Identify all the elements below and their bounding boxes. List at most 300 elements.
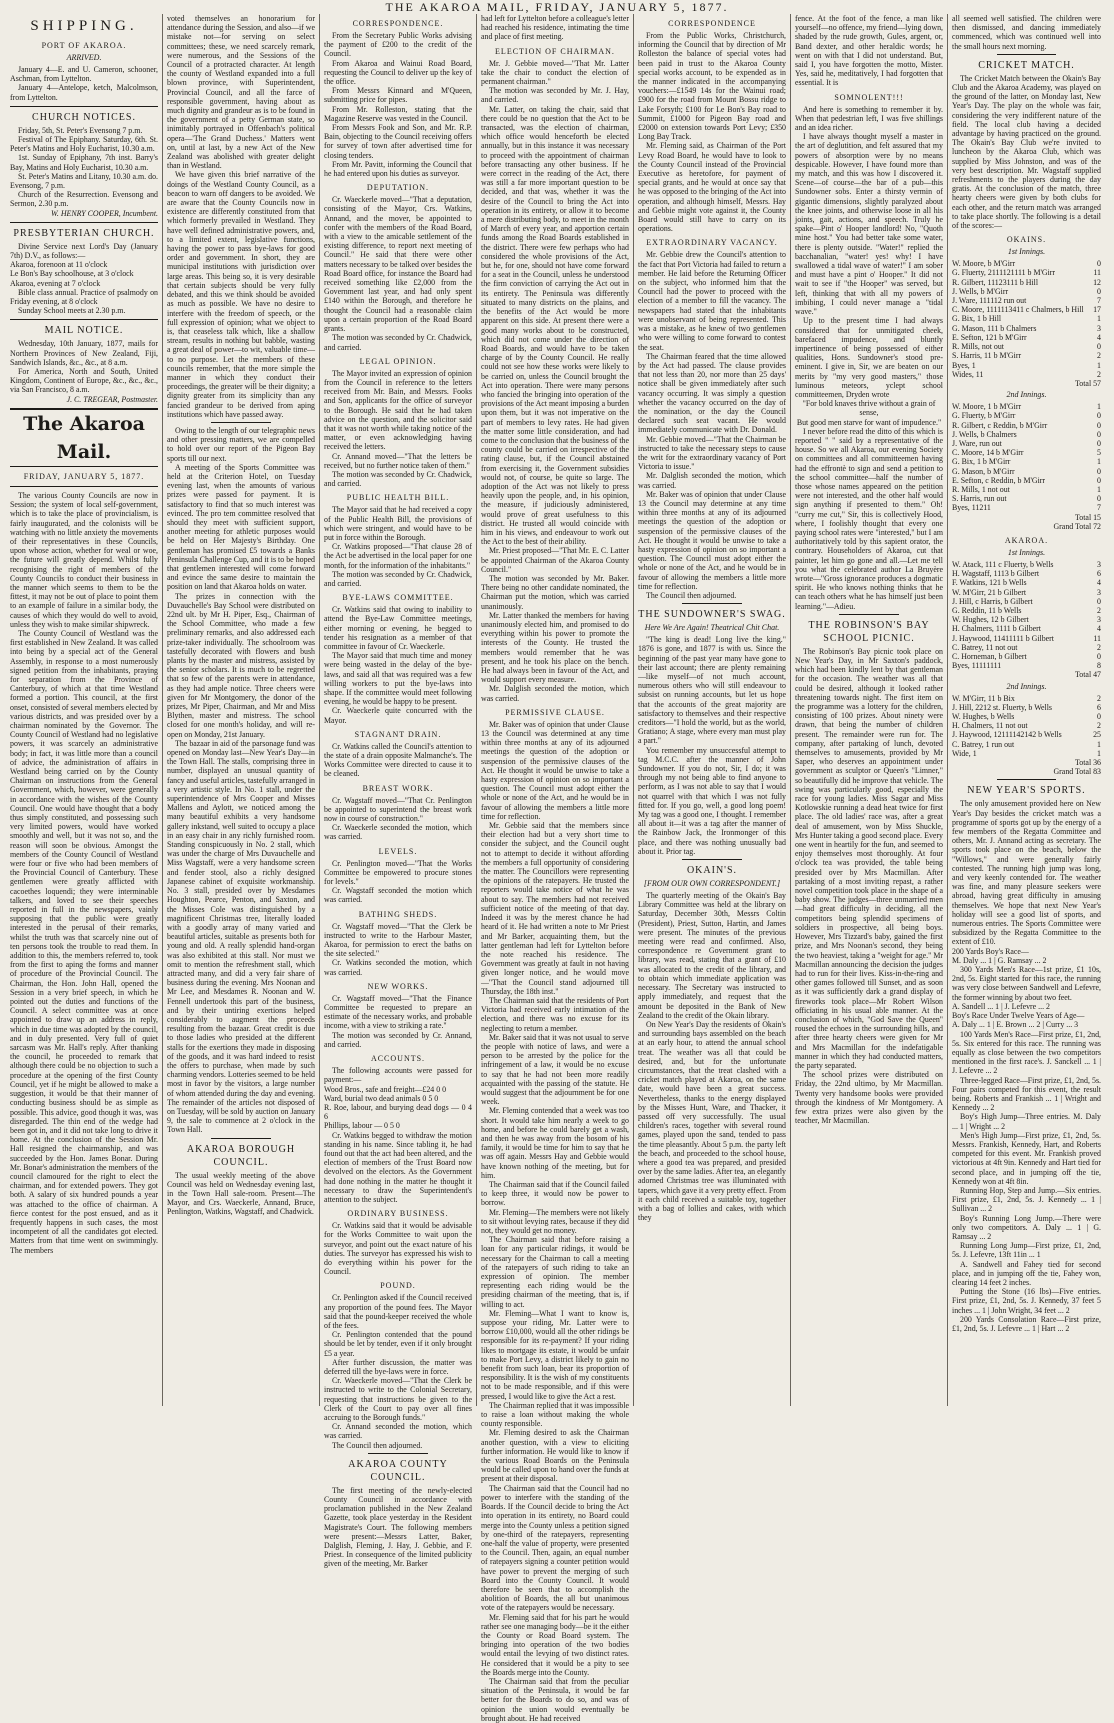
report-paragraph: Mr. Fleming desired to ask the Chairman another question, with a view to eliciting further information. He would like to know if the various Road Boards on the Peninsula would be called upon to hand over the funds at present at their disposal. bbox=[481, 1428, 629, 1484]
score-row bbox=[952, 597, 1101, 606]
score-row bbox=[952, 712, 1101, 721]
report-paragraph: Mr. Fleming said that for his part he would rather see one managing body—be it the either the County or Road Board system. The bringing into operation of the two bodies would entail the levying of two distinct rates. He considered that it would be a pity to see the Boards merge into the County. bbox=[481, 1612, 629, 1677]
report-paragraph: The Council then adjourned. bbox=[332, 1440, 423, 1450]
masthead: The Akaroa Mail. bbox=[10, 408, 158, 467]
batsman-entry: W. M'Girr, 11 b Bix bbox=[952, 693, 1015, 703]
score-row bbox=[952, 448, 1101, 457]
sundowner-subheading: Here We Are Again! Theatrical Chit Chat. bbox=[644, 623, 780, 633]
subheading: PUBLIC HEALTH BILL. bbox=[346, 493, 450, 503]
innings-label: 2nd Innings. bbox=[1006, 681, 1047, 691]
quotation-line: But good men starve for want of impudence." bbox=[796, 417, 942, 427]
score-row bbox=[952, 588, 1101, 597]
innings-label: 1st Innings. bbox=[1007, 247, 1046, 257]
news-paragraph: A meeting of the Sports Committee was held at the Criterion Hotel, on Tuesday evening last, when the amounts of various prizes were passed for payment. It is satisfactory to find that so much interest was evinced. The pro tem committee resolved that should they meet with sufficient support, another meeting for athletic purposes would be held on Her Majesty's Birthday. One gentleman has promised £5 towards a Banks Peninsula Challenge Cup, and it is to be hoped that gentlemen interested will come forward and evince the same desire to maintain the position on land that Akaroa holds on water. bbox=[167, 462, 315, 592]
report-paragraph: Cr. Wagstaff moved—"That the Clerk be instructed to write to the Harbour Master, Akaroa, for permission to erect the baths on the site selected." bbox=[324, 921, 472, 959]
runs-value: 5 bbox=[1097, 448, 1101, 458]
somnolent-heading: SOMNOLENT!!! bbox=[834, 92, 904, 102]
borough-heading: AKAROA BOROUGH COUNCIL. bbox=[186, 1143, 296, 1168]
divider bbox=[10, 319, 158, 320]
column-4 bbox=[477, 14, 634, 1723]
report-paragraph: Mr. Latter thanked the members for having unanimously elected him, and promised to do everything within his power to promote the interests of the County. He trusted the members would remember that he was present, and he took his place on the bench. He had always been in favour of the Act, and would support every measure. bbox=[481, 610, 629, 685]
race-result: Running Long Jump—First prize, £1, 2nd, 5s. J. Lefevre, 13ft 11in ... 1 bbox=[952, 1241, 1101, 1260]
church-notice: 1st. Sunday of Epiphany, 7th inst. Barry's Bay, Matins and Holy Eucharist, 10.30 a.m. bbox=[10, 153, 158, 172]
score-row bbox=[952, 721, 1101, 730]
report-paragraph: Cr. Waeckerle moved—"That a deputation, consisting of the Mayor, Crs. Watkins, Annand, and the mover, be appointed to confer with the members of the Road Board, with a view to the amicable settlement of the existing difference, to report next meeting of Council." He said that there were other matters necessary to be talked over besides the Road Board office, for instance the Board had received something like £2,000 from the Government last year, and had only spent £140 within the Borough, and therefore he thought the Council had a reasonable claim upon a certain proportion of the Road Board grants. bbox=[324, 195, 472, 334]
presby-notice: Akaroa, evening at 7 o'clock bbox=[10, 278, 101, 288]
grand-total: Grand Total 72 bbox=[1053, 521, 1101, 531]
runs-value: 6 bbox=[1097, 569, 1101, 579]
subheading: STAGNANT DRAIN. bbox=[354, 729, 442, 739]
runs-value: 7 bbox=[1097, 503, 1101, 513]
scorecard bbox=[952, 694, 1101, 758]
church-heading: CHURCH NOTICES. bbox=[32, 111, 136, 123]
batsman-entry: Wides, 11 bbox=[952, 369, 984, 379]
batsman-entry: Byes, 11211 bbox=[952, 503, 991, 513]
subheading: BYE-LAWS COMMITTEE. bbox=[342, 593, 454, 603]
mail-signature: J. C. TREGEAR, Postmaster. bbox=[66, 394, 158, 404]
runs-value: 0 bbox=[1097, 475, 1101, 485]
report-paragraph: The Chairman said that the Council had no power to interfere with the standing of the Boards. If the Council decide to bring the Act into operation in its entirety, no Board could merge into the County unless a petition signed by one-third of the ratepayers, representing one-half the value of property, were presented to the Council. Then, again, an equal number of ratepayers signing a counter petition would have power to prevent the merging of such Board into the County Council. It would therefore be seen that to accomplish the abolition of Boards, the all but unanimous vote of the ratepayers would be necessary. bbox=[481, 1483, 629, 1613]
score-row bbox=[952, 439, 1101, 448]
subheading: ELECTION OF CHAIRMAN. bbox=[495, 46, 615, 56]
batsman-entry: C. Moore, 14 b M'Girr bbox=[952, 448, 1024, 458]
news-paragraph: The Cricket Match between the Okain's Bay Club and the Akaroa Academy, was played on the ground of the latter, on Monday last, New Year's Day. The play on the whole was fair, considering the very indifferent nature of the field. The local club having a decided advantage by having practiced on the ground. The Okain's Bay Club we're invited to luncheon by the Akaroa Club, which was supplied by Miss Johnston, and was of the very best description. Mr. Wagstaff supplied refreshments to the players during the day gratis. At the conclusion of the match, three hearty cheers were given by both clubs for each other, and the return match was arranged to take place shortly. The following is a detail of the scores:— bbox=[952, 73, 1101, 231]
news-paragraph: The usual weekly meeting of the above Council was held on Wednesday evening last, in the Town Hall sale-room. Present—The Mayor, and Crs. Waeckerle, Annand, Bruce, Penlington, Watkins, Wagstaff, and Chadwick. bbox=[167, 1170, 315, 1217]
score-row bbox=[952, 467, 1101, 476]
subheading: BREAST WORK. bbox=[362, 783, 434, 793]
news-paragraph: On New Year's Day the residents of Okain's and surrounding bays assembled on the beach at an early hour, to attend the annual school treat. The weather was all that could be desired, and, but for the unfortunate circumstances, that the treat clashed with a cricket match played at Akaroa, on the same date, would have been a great success. Nevertheless, thanks to the energy displayed by the Misses Hunt, Ware, and Thacker, it passed off very successfully. The usual children's races, together with several round games, played upon the sand, tended to pass the time pleasantly. About 5 p.m. the party left the beach, and proceeded to the school house, where a good tea was prepared, and presided over by the same ladies. After tea, an elegantly adorned Christmas tree was illuminated with tapers, which gave it a very pretty effect. From it each child received a suitable toy, together with a bag of lollies and cakes, with which they bbox=[638, 1019, 786, 1223]
column-paragraph: You remember my unsuccessful attempt to tag M.C.C. after the manner of John Sundowner. If you do not, Sir, I do; it was through my not being able to find anyone to perform, as I was not able to say that I would not quarrel with that which I was not fully fitted for. If you go, well, a good long poem! My tag was a good one, I thought. I remember all about it—it was a tag after the manner of the Rainbow Jack, the Ironmonger of this place, and there was nothing unusually bad about it. Prior tag. bbox=[638, 745, 786, 856]
report-paragraph: The Chairman said that before raising a loan for any particular ridings, it would be necessary for the Chairman to call a meeting of the ratepayers of such riding to take an expression of opinion. The member representing each riding would be the presiding chairman of the meeting, that is, if willing to act. bbox=[481, 1235, 629, 1309]
account-line: R. Roe, labour, and burying dead dogs — 0 4 6 bbox=[324, 1102, 472, 1122]
runs-value: 1 bbox=[1097, 739, 1101, 749]
race-result: 200 Yards Consolation Race—First prize, £1, 2nd, 5s. J. Lefevre ... 1 | Hart ... 2 bbox=[952, 1314, 1101, 1333]
columns bbox=[6, 14, 1108, 1723]
batsman-entry: G. Bix, 1 b M'Girr bbox=[952, 457, 1011, 467]
score-row bbox=[952, 749, 1101, 758]
column-5 bbox=[634, 14, 791, 1406]
runs-value: 1 bbox=[1097, 360, 1101, 370]
grand-total: Grand Total 83 bbox=[1053, 767, 1101, 777]
score-row bbox=[952, 278, 1101, 287]
report-paragraph: Mr. Gebbie moved—"That the Chairman be instructed to take the necessary steps to cause the writ for the extraordinary vacancy of Port Victoria to issue." bbox=[638, 434, 786, 472]
divider bbox=[368, 1453, 427, 1454]
news-paragraph: The bazaar in aid of the parsonage fund was opened on Monday last—New Year's Day—in the Town Hall. The stalls, comprising three in number, displayed an unusual quantity of fancy and useful articles, tastefully arranged in a very artistic style. In No. 1 stall, under the superintendence of Mrs Cooper and Misses Mallens and Aylott, we noticed among the many beautiful exhibits a very handsome gallery inkstand, well suited to occupy a place in an easy chair in any richly furnished room. Standing conspicuously in No. 2 stall, which was under the charge of Mrs Duvauchelle and Miss Wagstaff, were a very handsome screen and fender stool, also a richly designed Japanese cabinet of exquisite workmanship. No. 3 stall, presided over by Mesdames Houghton, Pearce, Penton, and Saxton, and the Misses Cole was distinguished by a magnificent Christmas tree, literally loaded with a goodly array of many varied and beautiful articles, suitable as presents both for young and old. A really splendid hand-organ was also exhibited at this stall. Nor must we omit to mention the refreshment stall, which attracted many, and did a very fair share of business during the evening. Mrs Noonan and Mr Lee, and Mesdames R. Noonan and W. Fennell undertook this part of the business, and by their untiring exertions helped considerably to augment the proceeds resulting from the bazaar. Great credit is due to those ladies who presided at the different stalls for the exertions they made in disposing of the goods, and it was hard indeed to resist the offers to purchase, when made by such charming vendors. Lotteries seemed to be held most in favor by the visitors, a large number of whom attended during the day and evening. The remainder of the articles not disposed of on Tuesday, will be sold by auction on January 9, the sale to commence at 2 o'clock in the Town Hall. bbox=[167, 738, 315, 1135]
church-notice: St. Peter's Matins and Litany, 10.30 a.m. do. Evensong, 7 p.m. bbox=[10, 171, 158, 191]
report-paragraph: Cr. Penlington contended that the pound should be let by tender, even if it only brought £5 a year. bbox=[324, 1330, 472, 1358]
batsman-entry: S. Harris, 11 b M'Girr bbox=[952, 351, 1022, 361]
race-result: 300 Yards Men's Race—1st prize, £1 10s, 2nd, 5s. Eight started for this race, the running was very close between Sandwell and Lefevre, the former winning by about two feet. bbox=[952, 965, 1101, 1002]
column-7 bbox=[948, 14, 1105, 1406]
report-paragraph: Mr. Gebbie said that the members since their election had but a very short time to consider the subject, and the Council ought not to attempt to decide it without affording the members a full opportunity of considering the matter. The Councillors were representing the opinions of the ratepayers. He trusted the reporters would take notice of what he was about to say. The members had not received sufficient notice of the meeting of that day. Indeed it was by the merest chance he had heard of it. He had written a note to Mr Priest and Mr Barker, acquainting them, but the latter gentleman had left for Lyttelton before the note reached his residence. The Government was greatly at fault in not having given longer notice, and he would move—"That the Council stand adjourned till Thursday, the 18th inst." bbox=[481, 821, 629, 996]
race-result: 100 Yards Men's Race—First prize, £1, 2nd, 5s. Six entered for this race. The running was equally as close between the two competitors mentioned in the first race's. J. Sanckell ... 1 | J. Lefevre ... 2 bbox=[952, 1029, 1101, 1076]
batsman-entry: W. Moore, 1 b M'Girr bbox=[952, 402, 1022, 412]
batsman-entry: J. Haywood, 11411111 b Gilbert bbox=[952, 633, 1054, 643]
subheading: CORRESPONDENCE bbox=[668, 19, 756, 28]
score-row bbox=[952, 268, 1101, 277]
score-row bbox=[952, 578, 1101, 587]
score-row bbox=[952, 259, 1101, 268]
report-paragraph: Mr. Baker said that it was not usual to serve the people with notice of laws, and were a person to be arrested by the police for the infringement of a law, it would be no excuse to say that he had not been more readily acquainted with the passing of the statute. He would suggest that the adjournment be for one week. bbox=[481, 1032, 629, 1107]
column-1 bbox=[6, 14, 163, 1406]
account-line: Wood Bros., safe and freight—£24 0 0 bbox=[324, 1084, 447, 1094]
column-3 bbox=[320, 14, 477, 1569]
report-paragraph: Cr. Waeckerle seconded the motion, which was carried. bbox=[324, 823, 472, 842]
score-row bbox=[952, 314, 1101, 323]
innings-label: 2nd Innings. bbox=[1006, 390, 1047, 400]
report-paragraph: The Mayor said that much time and money were being wasted in the delay of the bye-laws, and said all that was required was a few willing workers to put the bye-laws into shape. If the committee would meet following evening, he would be happy to be present. bbox=[324, 651, 472, 707]
runs-value: 1 bbox=[1097, 402, 1101, 412]
score-row bbox=[952, 361, 1101, 370]
race-result: A. Sandell ... 1 | J. Lefevre ... 2 bbox=[952, 1001, 1050, 1011]
report-paragraph: Mr. Dalglish seconded the motion, which was carried. bbox=[481, 684, 629, 703]
runs-value: 2 bbox=[1097, 605, 1101, 615]
subheading: POUND. bbox=[380, 1281, 416, 1291]
score-row bbox=[952, 694, 1101, 703]
column-paragraph: And here is something to remember it by. When that pedestrian left, I was five shillings and an idea richer. bbox=[795, 104, 943, 133]
port-heading: PORT OF AKAROA. bbox=[41, 41, 127, 50]
divider bbox=[10, 222, 158, 223]
runs-value: 2 bbox=[1097, 642, 1101, 652]
report-paragraph: Mr. Gebbie drew the Council's attention to the fact that Port Victoria had failed to return a member. He laid before the Returning Officer on the subject, who informed him that the Council had the power to proceed with the election of a member to fill the vacancy. The newspapers had stated that the inhabitants were unobservant of being represented. This was a mistake, as he knew of two gentlemen who were willing to come forward to contest the seat. bbox=[638, 250, 786, 352]
runs-value: 0 bbox=[1097, 466, 1101, 476]
score-row bbox=[952, 351, 1101, 360]
score-row bbox=[952, 457, 1101, 466]
batsman-entry: R. Gilbert, c Reddin, b M'Girr bbox=[952, 420, 1048, 430]
report-paragraph: From the Public Works, Christchurch, informing the Council that by direction of Mr Rolleston the balance of special votes had been paid in trust to the Akaroa County special works account, to be expended as in the manner indicated in the accompanying vouchers:—£1549 14s for the Wainui road; £900 for the road from Mount Bossu ridge to Lake Forsyth; £100 for Le Bon's Bay road to Summit, £1000 for Pigeon Bay road and £2000 on extension towards Port Levy; £350 Long Bay Track. bbox=[638, 31, 786, 142]
presby-notice: Bible class annual. Practice of psalmody on Friday evening, at 8 o'clock bbox=[10, 287, 158, 307]
batsman-entry: W. Hughes, b Wells bbox=[952, 712, 1015, 721]
news-paragraph: The only amusement provided here on New Year's Day besides the cricket match was a programme of sports got up by the energy of a few members of the Regatta Committee and others, Mr. J. Annand acting as secretary. The sports took place on the beach, below the "Willows," and were generally fairly contested. The running high jump was long, and very keenly contended for. The weather was fine, and many pleasure seekers were abroad, having great difficulty in amusing themselves. We hope that next New Year's holiday will see a good list of sports, and numerous entries. The Sports Committee were subsidized by the Regatta Committee to the extent of £10. bbox=[952, 799, 1101, 947]
score-row bbox=[952, 287, 1101, 296]
report-paragraph: The motion was seconded by Mr. J. Hay, and carried. bbox=[481, 86, 629, 105]
score-row bbox=[952, 494, 1101, 503]
batsman-entry: G. Fluerty, 2111121111 b M'Girr bbox=[952, 268, 1056, 278]
news-paragraph: all seemed well satisfied. The children were then dismissed, and dancing immediately commenced, which was continued well into the small hours next morning. bbox=[952, 14, 1101, 51]
runs-value: 2 bbox=[1097, 351, 1101, 361]
report-paragraph: From Mr. Rolleston, stating that the Magazine Reserve was vested in the Council. bbox=[324, 104, 472, 123]
report-paragraph: The motion was seconded by Cr. Chadwick, and carried. bbox=[324, 333, 472, 352]
account-line: Ward, burial two dead animals 0 5 0 bbox=[324, 1093, 439, 1103]
report-paragraph: Cr. Penlington asked if the Council received any proportion of the pound fees. The Mayor said that the pound-keeper received the whole of the fees. bbox=[324, 1293, 472, 1330]
arrival-entry: January 4—E. and U. Cameron, schooner, Aschman, from Lyttelton. bbox=[10, 65, 158, 84]
batsman-entry: E. Sefton, 121 b M'Girr bbox=[952, 332, 1027, 342]
report-paragraph: Mr. Latter, on taking the chair, said that there could be no question that the Act to be transacted, was the election of chairman, which office would henceforth be elected annually, but in this instance it was necessary to proceed with the appointment of chairman before transacting any other business. If he were correct in the reading of the Act, there was still a far more important question to be decided, and that was, whether it was the desire of the Council to bring the Act into operation in its entirety, or allow it to become a mere distributing body, to meet in the month of March of every year, and apportion certain funds among the Road Boards established in the district. There were few perhaps who had considered the whole provisions of the Act, but he, for one, should not have come forward for a seat in the Council, unless he understood the firm conviction of carrying the Act out in its entirety. The Peninsula was differently situated to many districts on the plains, and the benefits of the Act would be more apparent on this side. At present there were a good many works about to be constructed, which did not come under the direction of Road Boards, and would have to be taken charge of by the County Council. He really could not see how these works were likely to be carried on, unless the Council brought the Act into operation. There were many persons who fancied the bringing into operation of the provisions of the Act meant imposing a burden upon them, but it was not imperative on the part of members to levy rates. He had given the matter some little consideration, and had come to the conclusion that the business of the county could be carried on irrespective of the rating clause, but, if the Council abstained from exercising it, the Government subsidies would not, of course, be quite so large. The adoption of the Act was not likely to press heavily upon the people, and, in his opinion, the measure, if judiciously administered, would prove of great usefulness to this district. He trusted all would coincide with him in his views, and endeavour to work out the Act to the best of their ability. bbox=[481, 104, 629, 547]
batsman-entry: G. Bix, 1 b Hill bbox=[952, 314, 1002, 324]
score-row bbox=[952, 411, 1101, 420]
runs-value: 2 bbox=[1097, 693, 1101, 703]
report-paragraph: Mr. Fleming contended that a week was too short. It would take him nearly a week to go home, and before he could barely get a wash, and then he was away from the bosom of his family, it would be time for him to say that he was off again. Messrs Hay and Gebbie would have known nothing of the meeting, but for him. bbox=[481, 1106, 629, 1180]
report-paragraph: The motion was seconded by Cr. Annand, and carried. bbox=[324, 1030, 472, 1049]
subheading: LEGAL OPINION. bbox=[359, 356, 437, 366]
score-row bbox=[952, 324, 1101, 333]
score-row bbox=[952, 634, 1101, 643]
batsman-entry: G. Fluerty, b M'Girr bbox=[952, 411, 1016, 421]
batsman-entry: C. Batrey, 1 run out bbox=[952, 739, 1015, 749]
column-paragraph: fence. At the foot of the fence, a man like yourself—no offence, my friend—lying down, shaded by the rude growth, Gules, argent, or, Band dexter, and other heraldic words; he went on with that I did not understand. But, said I, you have forgotten the motto, Mister. Yes, said he, meditatively, I had forgotten that essential. It is bbox=[795, 14, 943, 88]
runs-value: 6 bbox=[1097, 702, 1101, 712]
batsman-entry: W. Atack, 111 c Fluerty, b Wells bbox=[952, 559, 1054, 569]
report-paragraph: Cr. Watkins begged to withdraw the motion standing in his name. Since tabling it, he had found out that the act had been altered, and the election of members of the Trust Board now devolved on the electors. As the Government had done nothing in the matter he thought it necessary to draw the Superintendent's attention to the subject. bbox=[324, 1130, 472, 1204]
report-paragraph: The Council then adjourned. bbox=[646, 590, 737, 600]
score-row bbox=[952, 370, 1101, 379]
batsman-entry: F. Watkins, 121 b Wells bbox=[952, 578, 1027, 588]
batsman-entry: G. Mason, 111 b Chalmers bbox=[952, 323, 1037, 333]
report-paragraph: After further discussion, the matter was deferred till the bye-laws were in force. bbox=[324, 1357, 472, 1376]
team-heading: OKAINS. bbox=[1006, 235, 1047, 245]
innings-total: Total 57 bbox=[1075, 378, 1101, 388]
mail-heading: MAIL NOTICE. bbox=[44, 325, 124, 337]
batsman-entry: J. Wells, b Chalmers bbox=[952, 429, 1017, 439]
team-heading: AKAROA. bbox=[1004, 535, 1049, 545]
batsman-entry: Wide, 1 bbox=[952, 748, 977, 758]
presby-notice: Sunday School meets at 2.30 p.m. bbox=[18, 306, 126, 316]
report-paragraph: Mr. J. Gebbie moved—"That Mr. Latter take the chair to conduct the election of permanent chairman." bbox=[481, 58, 629, 87]
divider bbox=[10, 486, 158, 487]
report-paragraph: Cr. Annand moved—"That the letters be received, but no further notice taken of them." bbox=[324, 451, 472, 470]
runs-value: 2 bbox=[1097, 369, 1101, 379]
report-paragraph: had left for Lyttelton before a colleague's letter had reached his residence, intimating the time and place of first meeting. bbox=[481, 14, 629, 42]
runs-value: 0 bbox=[1097, 651, 1101, 661]
race-result: 200 Yards Boy's Race— bbox=[952, 946, 1029, 956]
subheading: BATHING SHEDS. bbox=[358, 909, 438, 919]
news-paragraph: The prizes in connection with the Duvauchelle's Bay School were distributed on 22nd ult. by Mr H. Piper, Esq., Chairman of the School Committee, who made a few preliminary remarks, and also addressed each prize-taker individually. The schoolroom was tastefully decorated with flowers and bush plants by the master and mistress, assisted by the senior scholars. It is much to be regretted that so few of the parents were in attendance, as they had ample notice. Three cheers were given for Mr Montgomery, the donor of the prizes, Mr Piper, Chairman, and Mr and Miss Blythen, master and mistress. The school closed for one month's holiday, and will re-open on Monday, 21st January. bbox=[167, 591, 315, 739]
report-paragraph: Cr. Watkins seconded the motion, which was carried. bbox=[324, 958, 472, 977]
batsman-entry: J. Wells, b M'Girr bbox=[952, 286, 1009, 296]
report-paragraph: The Chairman feared that the time allowed by the Act had passed. The clause provides that not less than 20, nor more than 25 days' notice shall be given immediately after such vacancy occurring. It was simply a question whether the vacancy occurred on the day of the nomination, or the day the Council declared such seat vacant. He would immediately communicate with Dr. Donald. bbox=[638, 351, 786, 435]
church-notice: Friday, 5th, St. Peter's Evensong 7 p.m. bbox=[18, 125, 143, 135]
batsman-entry: G. Mason, b M'Girr bbox=[952, 466, 1015, 476]
score-row bbox=[952, 421, 1101, 430]
scorecard bbox=[952, 402, 1101, 512]
editorial-paragraph: The various County Councils are now in Session; the system of local self-government, which is to take the place of provincialism, is fairly inaugurated, and the colonists will be watching with no little anxiety the movements of their representatives in these Councils, upon whose action, whether for weal or woe, the future will greatly depend. Whilst fully recognising the right of members of the County Councils to conduct their business in the manner which seems to them to be the fittest, it may not be out of place to point them to an example of failure in a similar body, the causes of which they would do well to avoid, unless they wish to make similar shipwreck. bbox=[10, 490, 158, 629]
batsman-entry: C. Horneman, b Gilbert bbox=[952, 651, 1027, 661]
report-paragraph: Cr. Waeckerle moved—"That the Clerk be instructed to write to the Colonial Secretary, requesting that instructions be given to the Clerk of the Court to pay over all fines accruing to the Borough funds." bbox=[324, 1376, 472, 1422]
runs-value: 0 bbox=[1097, 438, 1101, 448]
score-row bbox=[952, 342, 1101, 351]
dateline: FRIDAY, JANUARY 5, 1877. bbox=[23, 471, 145, 481]
runs-value: 0 bbox=[1097, 286, 1101, 296]
runs-value: 4 bbox=[1097, 578, 1101, 588]
report-paragraph: The Chairman said that if the Council failed to keep three, it would now be power to borrow. bbox=[481, 1179, 629, 1208]
arrival-entry: January 4—Antelope, ketch, Malcolmson, from Lyttelton. bbox=[10, 83, 158, 102]
subheading: PERMISSIVE CLAUSE. bbox=[505, 707, 605, 717]
report-paragraph: From the Secretary Public Works advising the payment of £200 to the credit of the Council. bbox=[324, 31, 472, 59]
runs-value: 0 bbox=[1097, 420, 1101, 430]
runs-value: 8 bbox=[1097, 661, 1101, 671]
batsman-entry: H. Chalmers, 11 not out bbox=[952, 721, 1028, 731]
county-council-heading: AKAROA COUNTY COUNCIL. bbox=[348, 1458, 448, 1483]
score-row bbox=[952, 740, 1101, 749]
divider bbox=[682, 603, 741, 604]
column-6 bbox=[791, 14, 948, 1406]
sundowner-heading: THE SUNDOWNER'S SWAG. bbox=[638, 609, 786, 621]
cricket-heading: CRICKET MATCH. bbox=[978, 59, 1075, 71]
score-row bbox=[952, 503, 1101, 512]
news-paragraph: The Robinson's Bay picnic took place on New Year's Day, in Mr Saxton's paddock, which had been kindly lent by that gentleman for the occasion. The weather was all that could be desired, although it looked rather threatening towards night. The first item on the programme was a lottery for the children, consisting of 100 prizes. About ninety were drawn, that being the number of children present. The remainder were run for. The company, after partaking of lunch, devoted themselves to amusements, provided by Mr Saper, who deserves an appointment under government as sculptor or Queen's "Limner," so beautifully did he improve that vehicle. The swing was particularly good, especially the race for young ladies. Miss Sagar and Miss Kotlowskie running a dead heat twice for first place. The old ladies' race was, after a great deal of amusement, won by Miss Shuckle, Mrs Hunter taking a good second place. Every one went in heartily for the fun, and seemed to enjoy themselves most thoroughly. At four o'clock tea was provided, the table being presided over by Mrs Macmillan. After partaking of a most inviting repast, a rather novel competition took place in the shape of a baby show. The judges—three unmarried men—had great difficulty in deciding, all the competitors being splendid specimens of soldiers in prospective, all being boys. However, Mrs Tizzard's baby, gained the first prize, and Mrs Noonan's second, they being the two heaviest, taking a "weight for age." Mr Macmillan announcing the decision the judges had to run for their lives. Kiss-in-the-ring and other games followed till Sunset, and as soon as it was sufficiently dark a grand display of fireworks took place—Mr Robert Wilson officiating in his usual able manner. At the conclusion of which, "God Save the Queen" roused the echoes in the surrounding hills, and after three hearty cheers were given for Mr and Mrs Macmillan for the indefatigable manner in which they had conducted matters, the party separated. bbox=[795, 646, 943, 1070]
runs-value: 0 bbox=[1097, 411, 1101, 421]
report-paragraph: Mr. Dalglish seconded the motion, which was carried. bbox=[638, 471, 786, 490]
report-paragraph: The motion was seconded by Mr. Baker. There being no other candidate nominated, the Chairman put the motion, which was carried unanimously. bbox=[481, 573, 629, 611]
report-paragraph: From Messrs Kinnard and M'Queen, submitting price for pipes. bbox=[324, 86, 472, 105]
runs-value: 4 bbox=[1097, 332, 1101, 342]
score-row bbox=[952, 296, 1101, 305]
church-notice: Festival of The Epiphany. Saturday, 6th. St. Peter's Matins and Holy Eucharist, 10.30 a.m. bbox=[10, 135, 158, 154]
divider bbox=[211, 1138, 270, 1139]
presby-notice: Akaroa, forenoon at 11 o'clock bbox=[10, 260, 108, 270]
race-result: Three-legged Race—First prize, £1, 2nd, 5s. Four pairs competed for this event, the result being. Roberts and Frankish ... 1 | Wright and Kennedy ... 2 bbox=[952, 1075, 1101, 1113]
picnic-heading: THE ROBINSON'S BAY SCHOOL PICNIC. bbox=[808, 619, 930, 644]
runs-value: 11 bbox=[1093, 268, 1101, 278]
account-line: Phillips, labour — 0 5 0 bbox=[324, 1121, 400, 1131]
news-paragraph: The school prizes were distributed on Friday, the 22nd ultimo, by Mr Macmillan. Twenty very handsome books were provided through the kindness of Mr Montgomery. A few extra prizes were also given by the teacher, Mr Macmillan. bbox=[795, 1070, 943, 1126]
report-paragraph: Mr. Priest proposed—"That Mr. E. C. Latter be appointed Chairman of the Akaroa County Council." bbox=[481, 546, 629, 574]
race-result: A. Daly ... 1 | E. Brown ... 2 | Curry ... 3 bbox=[952, 1020, 1079, 1030]
score-row bbox=[952, 333, 1101, 342]
score-row bbox=[952, 661, 1101, 670]
shipping-heading: SHIPPING. bbox=[30, 18, 138, 34]
batsman-entry: J. Haywood, 12111142142 b Wells bbox=[952, 730, 1062, 740]
subheading: DEPUTATION. bbox=[366, 183, 430, 193]
divider bbox=[997, 54, 1057, 55]
report-paragraph: Cr. Watkins proposed—"That clause 28 of the Act be advertised in the local paper for one month, for the information of the inhabitants." bbox=[324, 542, 472, 570]
runs-value: 4 bbox=[1097, 624, 1101, 634]
innings-total: Total 47 bbox=[1075, 670, 1101, 680]
report-paragraph: From Akaroa and Wainui Road Board, requesting the Council to deliver up the key of the office. bbox=[324, 58, 472, 87]
batsman-entry: H. Wagstaff, 1113 b Gilbert bbox=[952, 569, 1040, 579]
runs-value: 0 bbox=[1097, 596, 1101, 606]
report-paragraph: The following accounts were passed for payment:— bbox=[324, 1066, 472, 1085]
score-row bbox=[952, 485, 1101, 494]
batsman-entry: E. Sefton, c Reddin, b M'Girr bbox=[952, 475, 1046, 485]
divider bbox=[682, 859, 741, 860]
arrived-label: ARRIVED. bbox=[66, 53, 102, 62]
correspondent-tag: [FROM OUR OWN CORRESPONDENT.] bbox=[643, 879, 781, 889]
report-paragraph: The Chairman said that the residents of Port Victoria had received early intimation of the election, and there was no excuse for its neglecting to return a member. bbox=[481, 995, 629, 1033]
presby-notice: Le Bon's Bay schoolhouse, at 3 o'clock bbox=[10, 269, 134, 279]
batsman-entry: W. Moore, b M'Girr bbox=[952, 259, 1016, 269]
church-signature: W. HENRY COOPER, Incumbent. bbox=[51, 208, 158, 218]
runs-value: 3 bbox=[1097, 587, 1101, 597]
report-paragraph: The Mayor said that he had received a copy of the Public Health Bill, the provisions of which were stringent, and would have to be put in force within the Borough. bbox=[324, 505, 472, 542]
column-paragraph: I never before read the ditto of this which is reported " " said by a representative of the house. So we all Akaroa, our evening Society on committees and all committeemen having had the effrontè to sign and send a petition to the school committee—half the number of those whose names appeared on the petition were not interested, and the other half would sign anything if presented to them." Oh! "curry me cut," Sir, this is collectively Hood, where, I foolishly thought that every one paying school rates were "interested," but I am authoritatively told by this sapient orator, the contrary. Householders of Akaroa, cut that painter, let him go gone and all.—Let me tell you what the celebrated author La Bruyère wrote—"Gross ignorance produces a dogmatic spirit. He who knows nothing thinks that he can teach others what he has himself just been learning."—Adieu. bbox=[795, 426, 943, 611]
runs-value: 17 bbox=[1093, 305, 1101, 315]
report-paragraph: From Mr. Pavitt, informing the Council that he had entered upon his duties as surveyor. bbox=[324, 159, 472, 179]
report-paragraph: Cr. Annand seconded the motion, which was carried. bbox=[324, 1422, 472, 1441]
report-paragraph: The motion was seconded by Cr. Chadwick, and carried. bbox=[324, 469, 472, 489]
mail-notice: Wednesday, 10th January, 1877, mails for Northern Provinces of New Zealand, Fiji, Sandwich Islands, &c., &c., at 8 a.m. bbox=[10, 339, 158, 367]
divider bbox=[10, 106, 158, 107]
divider bbox=[211, 422, 270, 423]
report-paragraph: Mr. Baker was of opinion that under Clause 13 the Council may determine at any time within three months at any of its adjourned meetings the question of the adoption or suspension of the permissive clauses of the Act. He thought it would be unwise to take a hasty expression of opinion on so important a question. The Council must adopt either the whole or none of the Act, and he would be in favour of allowing the members a little more time for reflection. bbox=[638, 489, 786, 591]
score-row bbox=[952, 615, 1101, 624]
report-paragraph: Mr. Fleming said, as Chairman of the Port Levy Road Board, he would have to look to the County Council instead of the Provincial Executive as heretofore, for payment of special grants, and he would at once say that he was opposed to the bringing of the Act into operation, and although himself, Messrs. Hay and Gebbie might vote against it, the County Board would still have to carry on its operations. bbox=[638, 141, 786, 234]
subheading: CORRESPONDENCE. bbox=[352, 19, 444, 28]
batsman-entry: R. Mills, not out bbox=[952, 342, 1004, 352]
report-paragraph: The first meeting of the newly-elected County Council in accordance with proclamation published in the New Zealand Gazette, took place yesterday in the Resident Magistrate's Court. The following members were present:—Messrs Latter, Baker, Dalglish, Fleming, J. Hay, J. Gebbie, and F. Priest. In consequence of the limited publicity given of the meeting, Mr. Barker bbox=[324, 1485, 472, 1569]
runs-value: 0 bbox=[1097, 259, 1101, 269]
batsman-entry: R. Mills, 1 not out bbox=[952, 484, 1010, 494]
score-row bbox=[952, 560, 1101, 569]
report-paragraph: Cr. Watkins called the Council's attention to the state of a drain opposite Malmanche's. The Works Committee were directed to cause it to be cleaned. bbox=[324, 741, 472, 779]
race-result: Boy's Race Under Twelve Years of Age— bbox=[952, 1011, 1085, 1021]
score-row bbox=[952, 606, 1101, 615]
editorial-paragraph: We have given this brief narrative of the doings of the Westland County Council, as a beacon to warn off dangers to be avoided. We are aware that the County Councils now in existence are differently constituted from that which formerly prevailed in Westland. They have well defined administrative powers, and, to a limited extent, legislative functions, having the power to pass bye-laws for good order and government. In short, they are municipal institutions with jurisdiction over large areas. This being so, it is very desirable that certain subjects should be very fully debated, and this we think should be avoided as much as possible. We have no desire to interfere with the freedom of speech, or the full expression of opinion; what we object to is, that ceaseless talk which, like a shallow stream, results in nothing but babble, wasting a great deal of power—to wit, valuable time—to no purpose. Let the members of these councils remember, that the more simple the manner in which they conduct their proceedings, the greater will be their dignity; a dignity greater from its simplicity than any fancied grandeur to be derived from aping institutions which have passed away. bbox=[167, 170, 315, 419]
race-result: Boy's High Jump—Three entries. M. Daly ... 1 | Wright ... 2 bbox=[952, 1112, 1101, 1131]
score-row bbox=[952, 569, 1101, 578]
runs-value: 25 bbox=[1093, 730, 1101, 740]
innings-total: Total 15 bbox=[1075, 512, 1101, 522]
score-row bbox=[952, 402, 1101, 411]
runs-value: 0 bbox=[1097, 494, 1101, 504]
report-paragraph: The Chairman replied that it was impossible to raise a loan without making the whole county responsible. bbox=[481, 1400, 629, 1429]
report-paragraph: Cr. Penlington moved—"That the Works Committee be empowered to procure stones for levels." bbox=[324, 858, 472, 887]
report-paragraph: The Chairman said that from the peculiar situation of the Peninsula, it would be far better for the Boards to do so, and was of opinion the union would eventually be brought about. He had received bbox=[481, 1676, 629, 1723]
score-row bbox=[952, 476, 1101, 485]
race-result: Putting the Stone (16 lbs)—Five entries. First prize, £1, 2nd, 5s. J. Kennedy, 37 feet 5 inches ... 1 | John Wright, 34 feet ... 2 bbox=[952, 1287, 1101, 1315]
editorial-paragraph: The County Council of Westland was the first established in New Zealand. It was called into being by a special act of the General Assembly, in response to a most numerously signed petition from the inhabitants, praying for separation from the Province of Canterbury, of which at that time Westland formed a portion. This council, at the first onset, consisted of several members elected by various districts, and was presided over by a chairman nominated by the Governor. The County Council of Westland had no legislative powers, it was scarcely an administrative body; in fact, it was little more than a council of advice, the administration of affairs in Westland being carried on by the County Chairman on instructions from the General Government, which, however, were generally in accordance with the wishes of the County Council. One would have thought that a body thus simply constituted, and possessing such very limited powers, would have worked smoothly and well, but it was not so, and the reason will soon be obvious. Amongst the members of the County Council of Westland were four or five who had been members of the Provincial Council of Canterbury. These gentlemen were greatly afflicted with cacoethes loquendi; they were interminable talkers, and loved to see their speeches reported in full in the newspapers, vainly supposing that the public were greatly interested in the perusal of their remarks, whilst the truth was that scarcely nine out of ten persons took the trouble to read them. In addition to this, the members referred to, took from the first to aping the forms and manner of procedure of the Provincial Council. The Chairman, the Hon. John Hall, opened the Session in a very brief speech, in which he pointed out the duties and functions of the Council. A select committee was at once appointed to draw up an address in reply, which in due time was adopted by the council, and in duly presented. Very full of quiet sarcasm was Mr. Hall's reply. After thanking the council, he proceeded to remark that although there could be no objection to such a procedure at the opening of the first County Council, yet if he might be allowed to make a suggestion, it would be that their manner of conducting business should be as simple as possible. This advice, good though it was, was disregarded. The thin end of the wedge had been got in, and it did not take long to drive it home. At the conclusion of the Session Mr. Hall resigned the chairmanship, and was succeeded by the Hon. James Bonar. During Mr. Bonar's administration the members of the council clamoured for the right to elect the chairman, and for extended powers. They got both. A salary of six hundred pounds a year was attached to the office of chairman. A fierce contest for the post ensued, and as it frequently happens in such cases, the most incompetent of all the candidates got elected. Matters from that time went on swimmingly. The members bbox=[10, 628, 158, 1255]
score-row bbox=[952, 730, 1101, 739]
race-result: Men's High Jump—First prize, £1, 2nd, 5s. Messrs. Frankish, Kennedy, Hart, and Roberts competed for this event. Mr. Frankish proved victorious at 4ft 9in. Kennedy and Hart tied for second place, and in jumping off the tie, Kennedy won at 4ft 8in. bbox=[952, 1130, 1101, 1186]
subheading: NEW WORKS. bbox=[367, 981, 429, 991]
church-notice: Church of the Resurrection. Evensong and Sermon, 2.30 p.m. bbox=[10, 190, 158, 209]
sports-heading: NEW YEAR'S SPORTS. bbox=[967, 785, 1086, 797]
news-paragraph: Owing to the length of our telegraphic news and other pressing matters, we are compelled to hold over our report of the Pigeon Bay sports till our next. bbox=[167, 425, 315, 463]
batsman-entry: J. Hill, c Harris, b Gilbert bbox=[952, 596, 1033, 606]
runs-value: 3 bbox=[1097, 323, 1101, 333]
okains-heading: OKAIN'S. bbox=[686, 865, 738, 877]
score-row bbox=[952, 624, 1101, 633]
report-paragraph: Cr. Wagstaff moved—"That the Finance Committee be requested to prepare an estimate of the necessary works, and probable income, with a view to striking a rate." bbox=[324, 993, 472, 1031]
divider bbox=[997, 779, 1057, 780]
report-paragraph: Cr. Watkins said that it would be advisable for the Works Committee to wait upon the surveyor, and point out the exact nature of his duties. The surveyor has expressed his wish to do everything within his power for the Council. bbox=[324, 1221, 472, 1277]
batsman-entry: C. Batrey, 11 not out bbox=[952, 642, 1018, 652]
report-paragraph: Mr. Baker was of opinion that under Clause 13 the Council was determined at any time within three months at any of its adjourned meetings the question of the adoption or suspension of the permissive clauses of the Act. He thought it would be unwise to take a hasty expression of opinion on so important a question. The Council must adopt either the whole or none of the Act, and he would be in favour of allowing the members a little more time for reflection. bbox=[481, 719, 629, 821]
batsman-entry: R. Gilbert, 11123111 b Hill bbox=[952, 277, 1039, 287]
runs-value: 1 bbox=[1097, 457, 1101, 467]
report-paragraph: Cr. Waeckerle quite concurred with the Mayor. bbox=[324, 706, 472, 725]
batsman-entry: Byes, 11111111 bbox=[952, 661, 1002, 671]
scorecard bbox=[952, 259, 1101, 379]
runs-value: 1 bbox=[1097, 748, 1101, 758]
report-paragraph: The Mayor invited an expression of opinion from the Council in reference to the letters received from Mr. Bain, and Messrs. Fooks and Son, applicants for the office of surveyor to the Borough. He said that he had taken advice on the question, and the solicitor said that it was not worth while taking notice of the matter, or even acknowledging having received the letters. bbox=[324, 368, 472, 452]
column-paragraph: Up to the present time I had always considered that for unmitigated cheek, barefaced impudence, and bluntly impertinence of being possessed of either qualities, Hons. Sundowner's stood pre-eminent. I give in, Sir, we are beaten on our merits by "my very good masters," those luminous meteors, yclept school committeemen, Dryden wrote bbox=[795, 316, 943, 399]
runs-value: 2 bbox=[1097, 721, 1101, 731]
batsman-entry: W. Hughes, 12 b Gilbert bbox=[952, 615, 1029, 625]
report-paragraph: Cr. Wagstaff seconded the motion which was carried. bbox=[324, 886, 472, 905]
batsman-entry: J. Hill, 2212 st. Fluerty, b Wells bbox=[952, 702, 1052, 712]
subheading: EXTRAORDINARY VACANCY. bbox=[646, 238, 778, 248]
batsman-entry: Byes, 1 bbox=[952, 360, 976, 370]
score-row bbox=[952, 643, 1101, 652]
report-paragraph: Mr. Fleming—The members were not likely to sit without levying rates, because if they did not, they would get no money. bbox=[481, 1207, 629, 1235]
report-paragraph: Mr. Fleming—What I want to know is, suppose your riding, Mr. Latter were to borrow £10,000, would all the other ridings be responsible for its re-payment? If your riding likes to mortgage its estate, it would be unfair to make Port Levy, a district likely to gain no benefit from such loan, bear its proportion of responsibility. It is the wish of my constituents not to be made responsible, and if this were pressed, I would like to give the Act a rest. bbox=[481, 1308, 629, 1401]
batsman-entry: H. Chalmers, 1111 b Gilbert bbox=[952, 624, 1041, 634]
report-paragraph: From Messrs Fook and Son, and Mr. R.P. Bain, objecting to the Council receiving offers for survey of town after advertised time for closing tenders. bbox=[324, 123, 472, 160]
runs-value: 11 bbox=[1093, 633, 1101, 643]
report-paragraph: Cr. Watkins said that owing to inability to attend the Bye-Law Committee meetings, either morning or evening, he begged to tender his resignation as a member of that committee in favour of Cr. Waeckerle. bbox=[324, 605, 472, 651]
presby-notice: Divine Service next Lord's Day (January 7th) D.V., as follows:— bbox=[10, 241, 158, 261]
editorial-paragraph: voted themselves an honorarium for attendance during the Session, and also—if we mistake not—for serving on select committees; these, we need scarcely remark, were numerous, and the Sessions of the Council of a protracted character. At length the county of Westland expanded into a full blown province, with Superintendent, Provincial Council, and all the farce of responsible government, having about as much dignity and grandeur as is to be found in the government of a petty German state, so inimitably portrayed in Offenbach's political opera—'The Grand Duchess.' Matters went on, until at last, by a new Act of the New Zealand was abolished with greater delight than in Westland. bbox=[167, 14, 315, 171]
runs-value: 0 bbox=[1097, 712, 1101, 721]
race-result: Boy's Running Long Jump.—There were only two competitors. A. Daly ... 1 | G. Ramsay ... 2 bbox=[952, 1213, 1101, 1241]
race-result: M. Daly ... 1 | G. Ramsay ... 2 bbox=[952, 955, 1047, 965]
batsman-entry: S. Harris, run out bbox=[952, 494, 1007, 504]
runs-value: 3 bbox=[1097, 559, 1101, 569]
batsman-entry: J. Ware, run out bbox=[952, 438, 1002, 448]
subheading: LEVELS. bbox=[378, 846, 418, 856]
runs-value: 3 bbox=[1097, 615, 1101, 625]
